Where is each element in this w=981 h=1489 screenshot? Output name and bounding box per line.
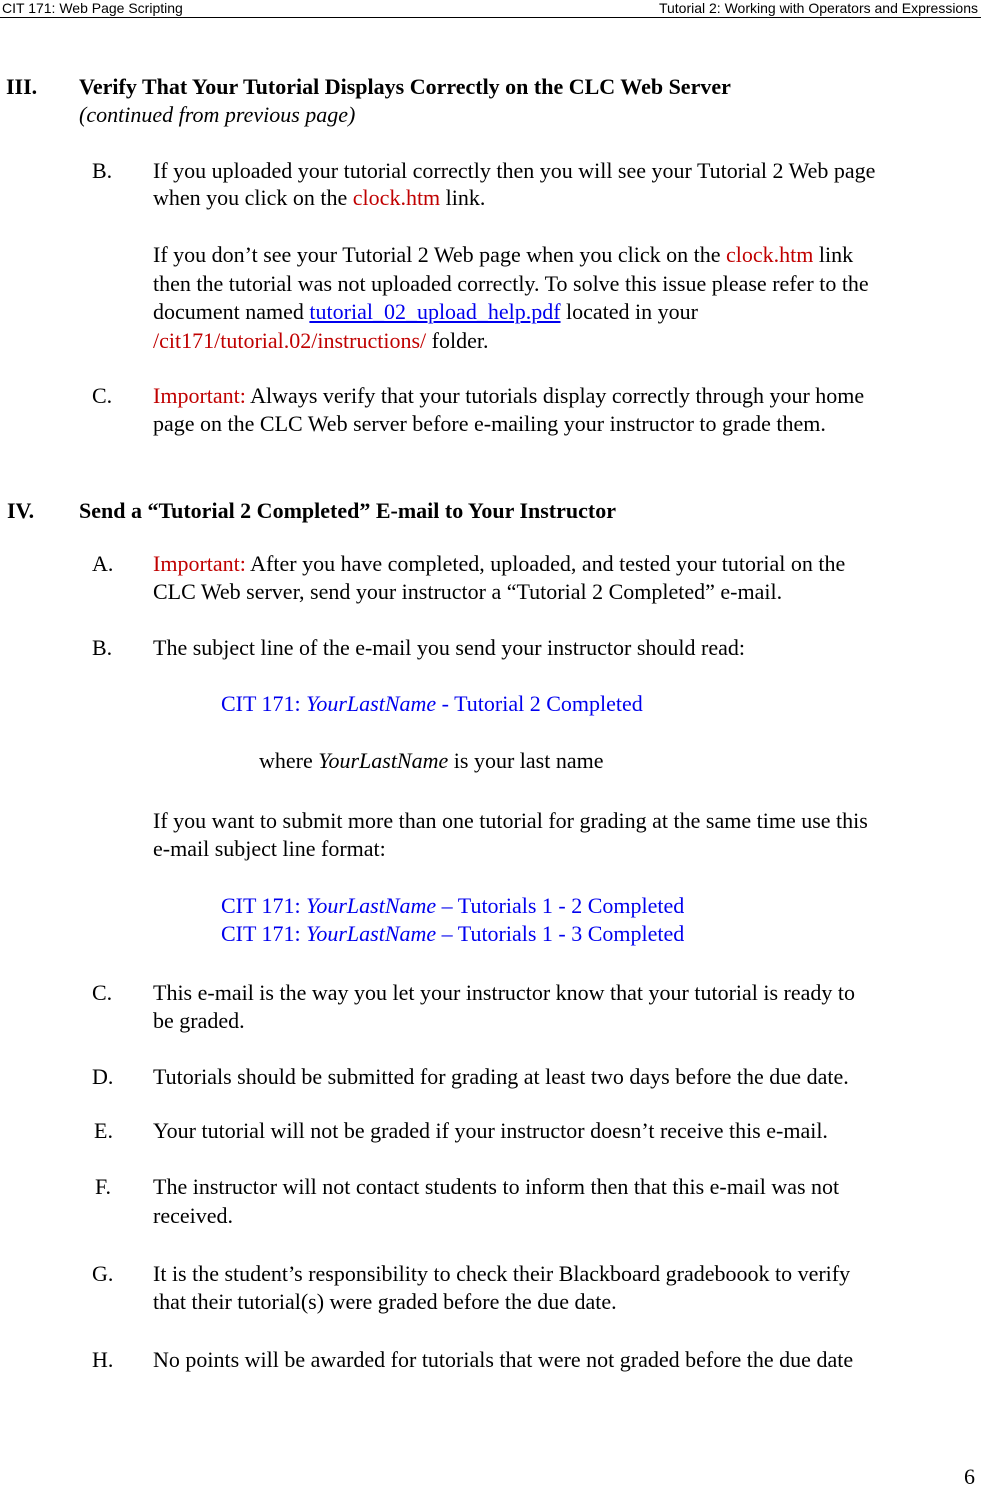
important-label: Important:	[153, 551, 246, 576]
instructions-folder-path: /cit171/tutorial.02/instructions/	[153, 328, 427, 353]
lastname-placeholder: YourLastName	[306, 691, 437, 716]
multi-submit-line2: e-mail subject line format:	[153, 836, 386, 861]
clock-htm-link[interactable]: clock.htm	[726, 242, 814, 267]
text: Always verify that your tutorials display correctly through your home	[245, 383, 865, 408]
text: where	[259, 748, 319, 773]
item-3b-para2-line3	[153, 298, 698, 326]
item-3c-line1	[153, 382, 864, 410]
item-4c-line1: This e-mail is the way you let your instructor know that your tutorial is ready to	[153, 980, 856, 1005]
item-4f-letter: F.	[95, 1174, 111, 1199]
item-3c-letter: C.	[92, 383, 113, 408]
item-4a-letter: A.	[92, 551, 114, 576]
item-4g-letter: G.	[92, 1261, 114, 1286]
item-3b-line2	[153, 184, 485, 212]
text: is your last name	[448, 748, 604, 773]
text: – Tutorials 1 - 3 Completed	[436, 921, 685, 946]
text: link	[813, 242, 854, 267]
text: CIT 171:	[221, 921, 307, 946]
page-number: 6	[964, 1464, 975, 1489]
item-3b-letter: B.	[92, 158, 113, 183]
text: CIT 171:	[221, 691, 307, 716]
text: document named	[153, 299, 310, 324]
multi-subject-example-2	[221, 920, 684, 948]
text: folder.	[426, 328, 489, 353]
multi-subject-example-1	[221, 892, 684, 920]
item-4g-line1: It is the student’s responsibility to check their Blackboard gradeboook to verify	[153, 1261, 851, 1286]
item-3b-para2-line2: then the tutorial was not uploaded correctly. To solve this issue please refer to the	[153, 271, 869, 296]
item-4e-line1: Your tutorial will not be graded if your instructor doesn’t receive this e-mail.	[153, 1118, 828, 1143]
text: After you have completed, uploaded, and tested your tutorial on the	[245, 551, 846, 576]
lastname-placeholder: YourLastName	[318, 748, 449, 773]
lastname-placeholder: YourLastName	[306, 921, 437, 946]
upload-help-pdf-link[interactable]: tutorial_02_upload_help.pdf	[309, 299, 561, 324]
item-4c-letter: C.	[92, 980, 113, 1005]
item-4a-line1	[153, 550, 845, 578]
section-3-subtitle: (continued from previous page)	[79, 102, 356, 127]
running-header-right: Tutorial 2: Working with Operators and Expressions	[658, 0, 978, 16]
item-4d-letter: D.	[92, 1064, 114, 1089]
text: located in your	[560, 299, 698, 324]
item-4c-line2: be graded.	[153, 1008, 245, 1033]
section-3-number: III.	[6, 74, 38, 99]
clock-htm-link[interactable]: clock.htm	[352, 185, 441, 210]
lastname-explanation	[259, 747, 603, 775]
item-4b-letter: B.	[92, 635, 113, 660]
multi-submit-line1: If you want to submit more than one tutorial for grading at the same time use this	[153, 808, 868, 833]
running-header-left: CIT 171: Web Page Scripting	[2, 0, 183, 16]
item-4a-line2: CLC Web server, send your instructor a “Tutorial 2 Completed” e-mail.	[153, 579, 783, 604]
text: link.	[440, 185, 486, 210]
text: If you don’t see your Tutorial 2 Web page when you click on the	[153, 242, 726, 267]
item-4b-line1: The subject line of the e-mail you send your instructor should read:	[153, 635, 746, 660]
header-divider	[0, 17, 981, 18]
item-4e-letter: E.	[94, 1118, 113, 1143]
item-3b-para2-line4	[153, 327, 488, 355]
section-3-title: Verify That Your Tutorial Displays Correctly on the CLC Web Server	[79, 74, 731, 99]
item-4h-line1: No points will be awarded for tutorials that were not graded before the due date	[153, 1347, 854, 1372]
subject-line-example	[221, 690, 643, 718]
item-3b-line1: If you uploaded your tutorial correctly then you will see your Tutorial 2 Web page	[153, 158, 876, 183]
text: – Tutorials 1 - 2 Completed	[436, 893, 685, 918]
lastname-placeholder: YourLastName	[306, 893, 437, 918]
item-4f-line2: received.	[153, 1203, 233, 1228]
text: CIT 171:	[221, 893, 307, 918]
item-3b-para2-line1	[153, 241, 853, 269]
item-4d-line1: Tutorials should be submitted for grading at least two days before the due date.	[153, 1064, 849, 1089]
section-4-title: Send a “Tutorial 2 Completed” E-mail to Your Instructor	[79, 498, 616, 523]
item-4f-line1: The instructor will not contact students to inform then that this e-mail was not	[153, 1174, 840, 1199]
section-4-number: IV.	[7, 498, 35, 523]
item-3c-line2: page on the CLC Web server before e-mailing your instructor to grade them.	[153, 411, 826, 436]
item-4g-line2: that their tutorial(s) were graded before the due date.	[153, 1289, 617, 1314]
important-label: Important:	[153, 383, 246, 408]
text: when you click on the	[153, 185, 353, 210]
text: - Tutorial 2 Completed	[436, 691, 643, 716]
item-4h-letter: H.	[92, 1347, 114, 1372]
